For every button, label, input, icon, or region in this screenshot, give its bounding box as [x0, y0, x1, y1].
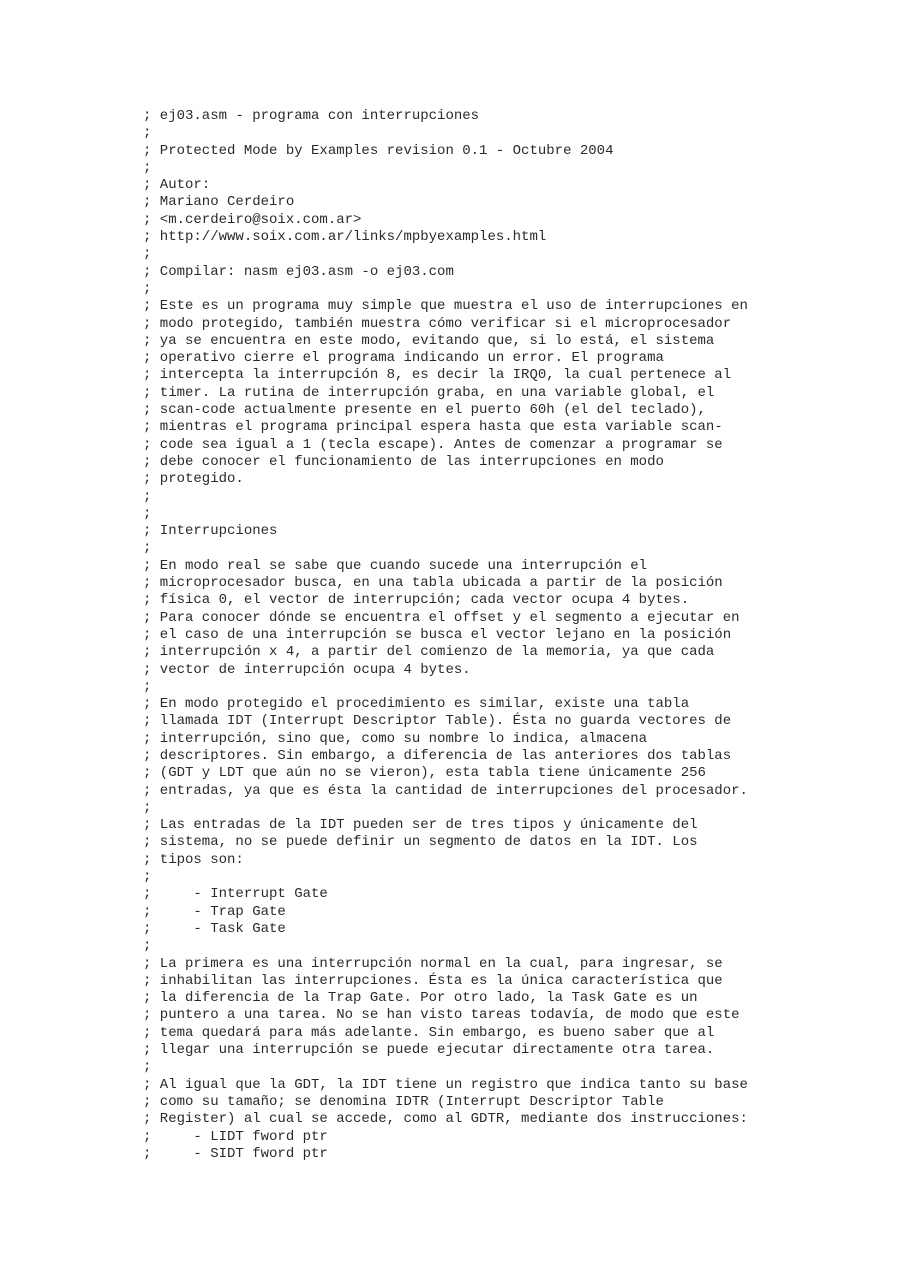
code-line: ; modo protegido, también muestra cómo verificar si el microprocesador [143, 315, 732, 332]
code-line: ; scan-code actualmente presente en el puerto 60h (el del teclado), [143, 402, 706, 419]
code-line: ; [143, 488, 152, 505]
code-line: ; [143, 540, 152, 557]
code-line: ; [143, 1059, 152, 1076]
code-line: ; entradas, ya que es ésta la cantidad de interrupciones del procesador. [143, 782, 748, 799]
code-line: ; llegar una interrupción se puede ejecutar directamente otra tarea. [143, 1042, 715, 1059]
list-item: ; - Task Gate [143, 920, 286, 937]
code-line: ; [143, 280, 152, 297]
code-line: ; (GDT y LDT que aún no se vieron), esta tabla tiene únicamente 256 [143, 765, 706, 782]
code-line: ; tipos son: [143, 851, 244, 868]
code-line: ; protegido. [143, 471, 244, 488]
code-line: ; intercepta la interrupción 8, es decir la IRQ0, la cual pertenece al [143, 367, 732, 384]
code-line: ; La primera es una interrupción normal en la cual, para ingresar, se [143, 955, 723, 972]
code-line: ; [143, 938, 152, 955]
code-line: ; [143, 505, 152, 522]
code-line: ; interrupción x 4, a partir del comienzo de la memoria, ya que cada [143, 644, 715, 661]
code-line: ; [143, 869, 152, 886]
code-line: ; ej03.asm - programa con interrupciones [143, 108, 480, 124]
code-line: ; [143, 159, 152, 176]
list-item: ; - Trap Gate [143, 903, 286, 920]
code-line: ; En modo protegido el procedimiento es similar, existe una tabla [143, 696, 690, 713]
code-line: ; Las entradas de la IDT pueden ser de tres tipos y únicamente del [143, 817, 698, 834]
code-line: ; Al igual que la GDT, la IDT tiene un registro que indica tanto su base [143, 1076, 748, 1093]
code-line: ; [143, 246, 152, 263]
code-line: ; Mariano Cerdeiro [143, 194, 295, 211]
code-line: ; Autor: [143, 177, 211, 194]
list-item: ; - SIDT fword ptr [143, 1145, 328, 1162]
code-line: ; Compilar: nasm ej03.asm -o ej03.com [143, 263, 454, 280]
code-line: ; mientras el programa principal espera hasta que esta variable scan- [143, 419, 723, 436]
code-line: ; timer. La rutina de interrupción graba, en una variable global, el [143, 384, 715, 401]
code-line: ; como su tamaño; se denomina IDTR (Interrupt Descriptor Table [143, 1093, 664, 1110]
code-line: ; Este es un programa muy simple que muestra el uso de interrupciones en [143, 298, 748, 315]
code-line: ; sistema, no se puede definir un segmento de datos en la IDT. Los [143, 834, 698, 851]
code-line: ; la diferencia de la Trap Gate. Por otro lado, la Task Gate es un [143, 990, 698, 1007]
code-line: ; [143, 799, 152, 816]
code-line: ; vector de interrupción ocupa 4 bytes. [143, 661, 471, 678]
code-line: ; code sea igual a 1 (tecla escape). Antes de comenzar a programar se [143, 436, 723, 453]
code-line: ; microprocesador busca, en una tabla ubicada a partir de la posición [143, 575, 723, 592]
document-page [143, 108, 863, 1163]
code-line: ; interrupción, sino que, como su nombre lo indica, almacena [143, 730, 648, 747]
code-line: ; <m.cerdeiro@soix.com.ar> [143, 211, 362, 228]
code-line: ; el caso de una interrupción se busca el vector lejano en la posición [143, 626, 732, 643]
code-line: ; descriptores. Sin embargo, a diferencia de las anteriores dos tablas [143, 747, 732, 764]
code-line: ; [143, 678, 152, 695]
code-line: ; inhabilitan las interrupciones. Ésta es la única característica que [143, 972, 723, 989]
code-line: ; Para conocer dónde se encuentra el offset y el segmento a ejecutar en [143, 609, 740, 626]
list-item: ; - LIDT fword ptr [143, 1128, 328, 1145]
code-line: ; Protected Mode by Examples revision 0.1 - Octubre 2004 [143, 142, 614, 159]
code-line: ; debe conocer el funcionamiento de las interrupciones en modo [143, 453, 664, 470]
code-line: ; puntero a una tarea. No se han visto tareas todavía, de modo que este [143, 1007, 740, 1024]
code-line: ; física 0, el vector de interrupción; cada vector ocupa 4 bytes. [143, 592, 690, 609]
section-heading: ; Interrupciones [143, 523, 278, 540]
code-line: ; Register) al cual se accede, como al GDTR, mediante dos instrucciones: [143, 1111, 748, 1128]
code-line: ; tema quedará para más adelante. Sin embargo, es bueno saber que al [143, 1024, 715, 1041]
code-line: ; llamada IDT (Interrupt Descriptor Table). Ésta no guarda vectores de [143, 713, 732, 730]
code-line: ; En modo real se sabe que cuando sucede una interrupción el [143, 557, 648, 574]
code-line: ; http://www.soix.com.ar/links/mpbyexamples.html [143, 229, 547, 246]
code-line: ; [143, 125, 152, 142]
code-line: ; operativo cierre el programa indicando un error. El programa [143, 350, 664, 367]
code-line: ; ya se encuentra en este modo, evitando que, si lo está, el sistema [143, 332, 715, 349]
list-item: ; - Interrupt Gate [143, 886, 328, 903]
